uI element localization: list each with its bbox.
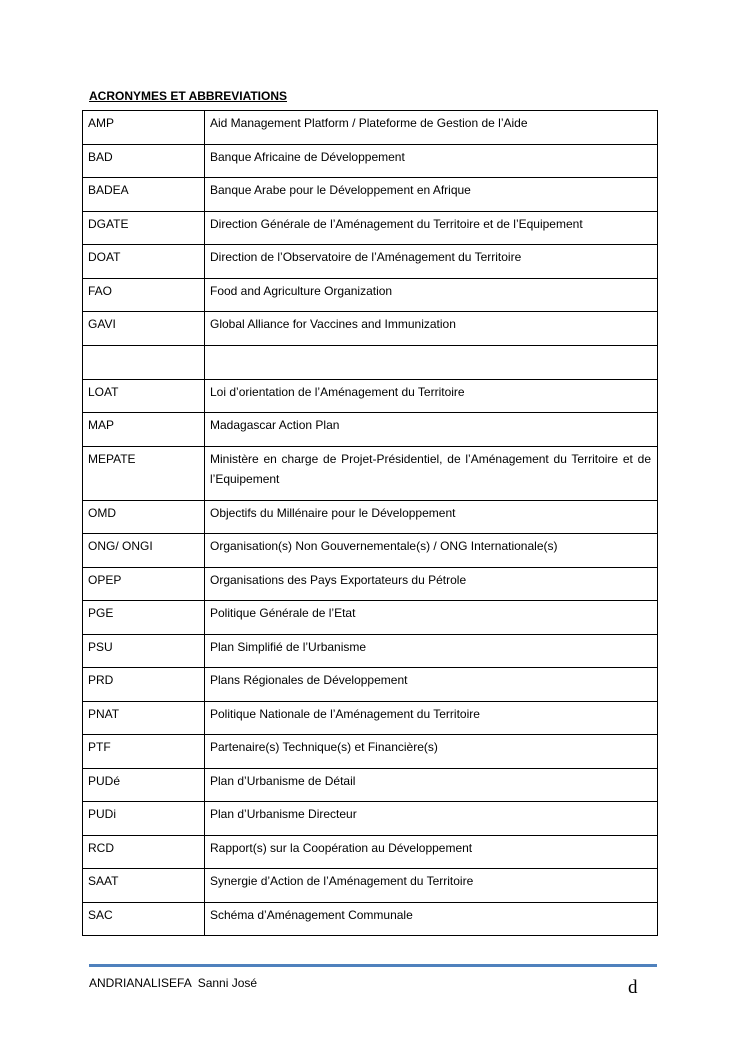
acronym-term: BAD — [83, 144, 205, 178]
acronym-definition: Rapport(s) sur la Coopération au Développement — [205, 835, 658, 869]
acronym-row — [83, 835, 658, 869]
acronym-definition — [205, 345, 658, 379]
acronym-row — [83, 869, 658, 903]
acronym-row — [83, 345, 658, 379]
page-title: ACRONYMES ET ABBREVIATIONS — [89, 89, 288, 103]
acronym-table — [82, 110, 658, 936]
acronym-term: MAP — [83, 413, 205, 447]
acronym-definition: Plan d’Urbanisme Directeur — [205, 802, 658, 836]
acronym-definition: Objectifs du Millénaire pour le Développement — [205, 500, 658, 534]
acronym-row — [83, 379, 658, 413]
acronym-term: OMD — [83, 500, 205, 534]
acronym-term: PNAT — [83, 701, 205, 735]
acronym-row — [83, 446, 658, 500]
acronym-row — [83, 634, 658, 668]
acronym-term: GAVI — [83, 312, 205, 346]
acronym-term: PGE — [83, 601, 205, 635]
acronym-definition: Direction de l’Observatoire de l’Aménagement du Territoire — [205, 245, 658, 279]
acronym-term — [83, 345, 205, 379]
acronym-table-body — [83, 111, 658, 936]
acronym-term: LOAT — [83, 379, 205, 413]
acronym-row — [83, 534, 658, 568]
acronym-definition: Loi d’orientation de l’Aménagement du Territoire — [205, 379, 658, 413]
acronym-row — [83, 735, 658, 769]
acronym-row — [83, 500, 658, 534]
acronym-definition: Banque Africaine de Développement — [205, 144, 658, 178]
acronym-definition: Organisations des Pays Exportateurs du Pétrole — [205, 567, 658, 601]
acronym-term: AMP — [83, 111, 205, 145]
acronym-definition: Direction Générale de l’Aménagement du Territoire et de l’Equipement — [205, 211, 658, 245]
acronym-term: SAAT — [83, 869, 205, 903]
acronym-row — [83, 567, 658, 601]
acronym-definition: Schéma d’Aménagement Communale — [205, 902, 658, 936]
acronym-row — [83, 211, 658, 245]
acronym-term: SAC — [83, 902, 205, 936]
acronym-definition: Plan d’Urbanisme de Détail — [205, 768, 658, 802]
acronym-term: PUDé — [83, 768, 205, 802]
acronym-row — [83, 601, 658, 635]
acronym-row — [83, 701, 658, 735]
acronym-definition: Partenaire(s) Technique(s) et Financière(s) — [205, 735, 658, 769]
acronym-definition: Plans Régionales de Développement — [205, 668, 658, 702]
acronym-row — [83, 312, 658, 346]
acronym-row — [83, 178, 658, 212]
acronym-definition: Food and Agriculture Organization — [205, 278, 658, 312]
acronym-definition: Madagascar Action Plan — [205, 413, 658, 447]
acronym-row — [83, 144, 658, 178]
acronym-definition: Plan Simplifié de l’Urbanisme — [205, 634, 658, 668]
acronym-definition: Ministère en charge de Projet-Présidentiel, de l’Aménagement du Territoire et de l’Equipement — [205, 446, 658, 500]
acronym-row — [83, 802, 658, 836]
acronym-row — [83, 245, 658, 279]
acronym-term: OPEP — [83, 567, 205, 601]
acronym-term: DGATE — [83, 211, 205, 245]
acronym-term: FAO — [83, 278, 205, 312]
acronym-definition: Politique Générale de l’Etat — [205, 601, 658, 635]
acronym-definition: Synergie d’Action de l’Aménagement du Territoire — [205, 869, 658, 903]
footer-author: ANDRIANALISEFA Sanni José — [89, 976, 258, 990]
acronym-term: RCD — [83, 835, 205, 869]
acronym-definition: Banque Arabe pour le Développement en Afrique — [205, 178, 658, 212]
page-number: d — [628, 977, 638, 998]
acronym-term: MEPATE — [83, 446, 205, 500]
acronym-term: PUDi — [83, 802, 205, 836]
acronym-definition: Politique Nationale de l’Aménagement du Territoire — [205, 701, 658, 735]
acronym-row — [83, 768, 658, 802]
footer-divider — [89, 964, 657, 967]
acronym-row — [83, 668, 658, 702]
acronym-term: BADEA — [83, 178, 205, 212]
acronym-row — [83, 278, 658, 312]
acronym-row — [83, 902, 658, 936]
acronym-definition: Organisation(s) Non Gouvernementale(s) / ONG Internationale(s) — [205, 534, 658, 568]
acronym-term: PSU — [83, 634, 205, 668]
acronym-definition: Aid Management Platform / Plateforme de Gestion de l’Aide — [205, 111, 658, 145]
acronym-term: PTF — [83, 735, 205, 769]
acronym-term: ONG/ ONGI — [83, 534, 205, 568]
acronym-term: PRD — [83, 668, 205, 702]
acronym-row — [83, 413, 658, 447]
acronym-term: DOAT — [83, 245, 205, 279]
acronym-row — [83, 111, 658, 145]
acronym-definition: Global Alliance for Vaccines and Immunization — [205, 312, 658, 346]
